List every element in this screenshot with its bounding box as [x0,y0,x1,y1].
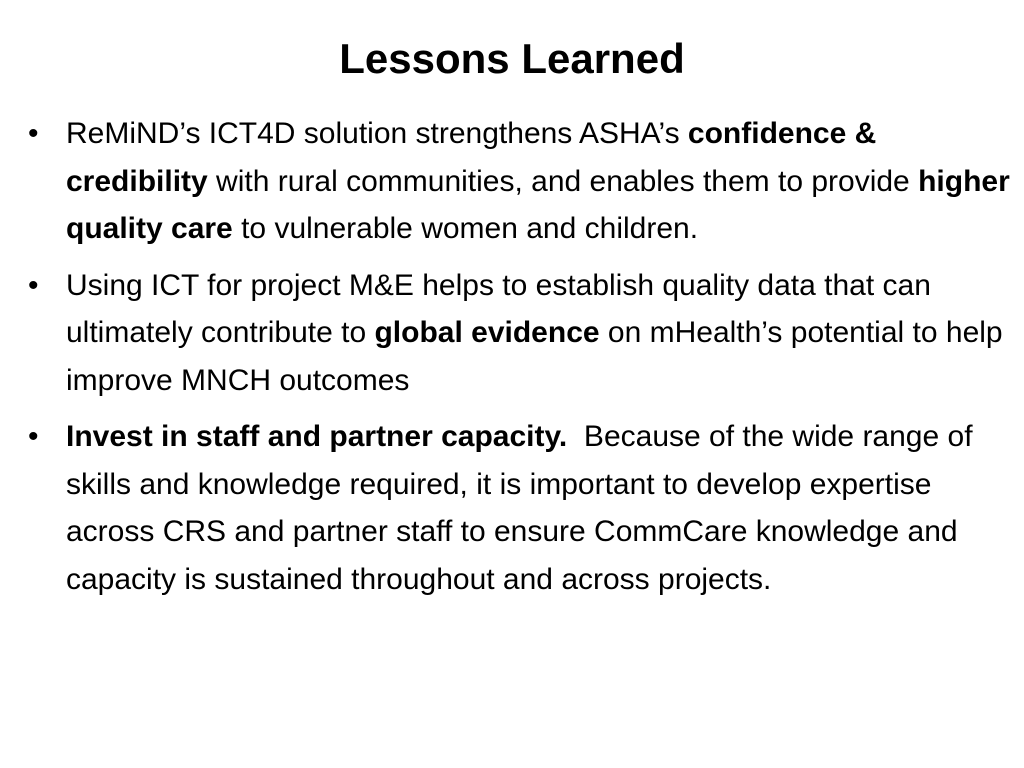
emphasis-text: global evidence [374,316,600,349]
text-run: on mHealth’s potential to help improve MNCH outcomes [66,316,1003,397]
bullet-text [66,117,1010,245]
bullet-text [66,420,981,596]
text-run: Using ICT for project M&E helps to establish quality data that can ultimately contribute to [66,268,931,349]
text-run: with rural communities, and enables them to provide [207,164,919,198]
bullet-marker: • [28,420,39,453]
text-run: ReMiND’s ICT4D solution strengthens ASHA’s [66,117,688,150]
emphasis-text: confidence & credibility [66,117,877,198]
emphasis-text: higher quality care [66,164,1010,245]
bullet-item [28,110,1014,253]
emphasis-text: Invest in staff and partner capacity. [66,420,568,453]
bullet-marker: • [28,117,39,150]
bullet-list [28,110,1014,612]
slide-title: Lessons Learned [339,35,685,82]
bullet-item [28,262,1014,405]
text-run: Because of the wide range of skills and knowledge required, it is important to develop expertise across CRS and partner staff to ensure CommCare knowledge and capacity is sustained throughout and across projects. [66,420,981,596]
text-run: to vulnerable women and children. [232,212,699,245]
bullet-text [66,269,1003,397]
bullet-marker: • [28,268,39,302]
bullet-item [28,413,1014,603]
